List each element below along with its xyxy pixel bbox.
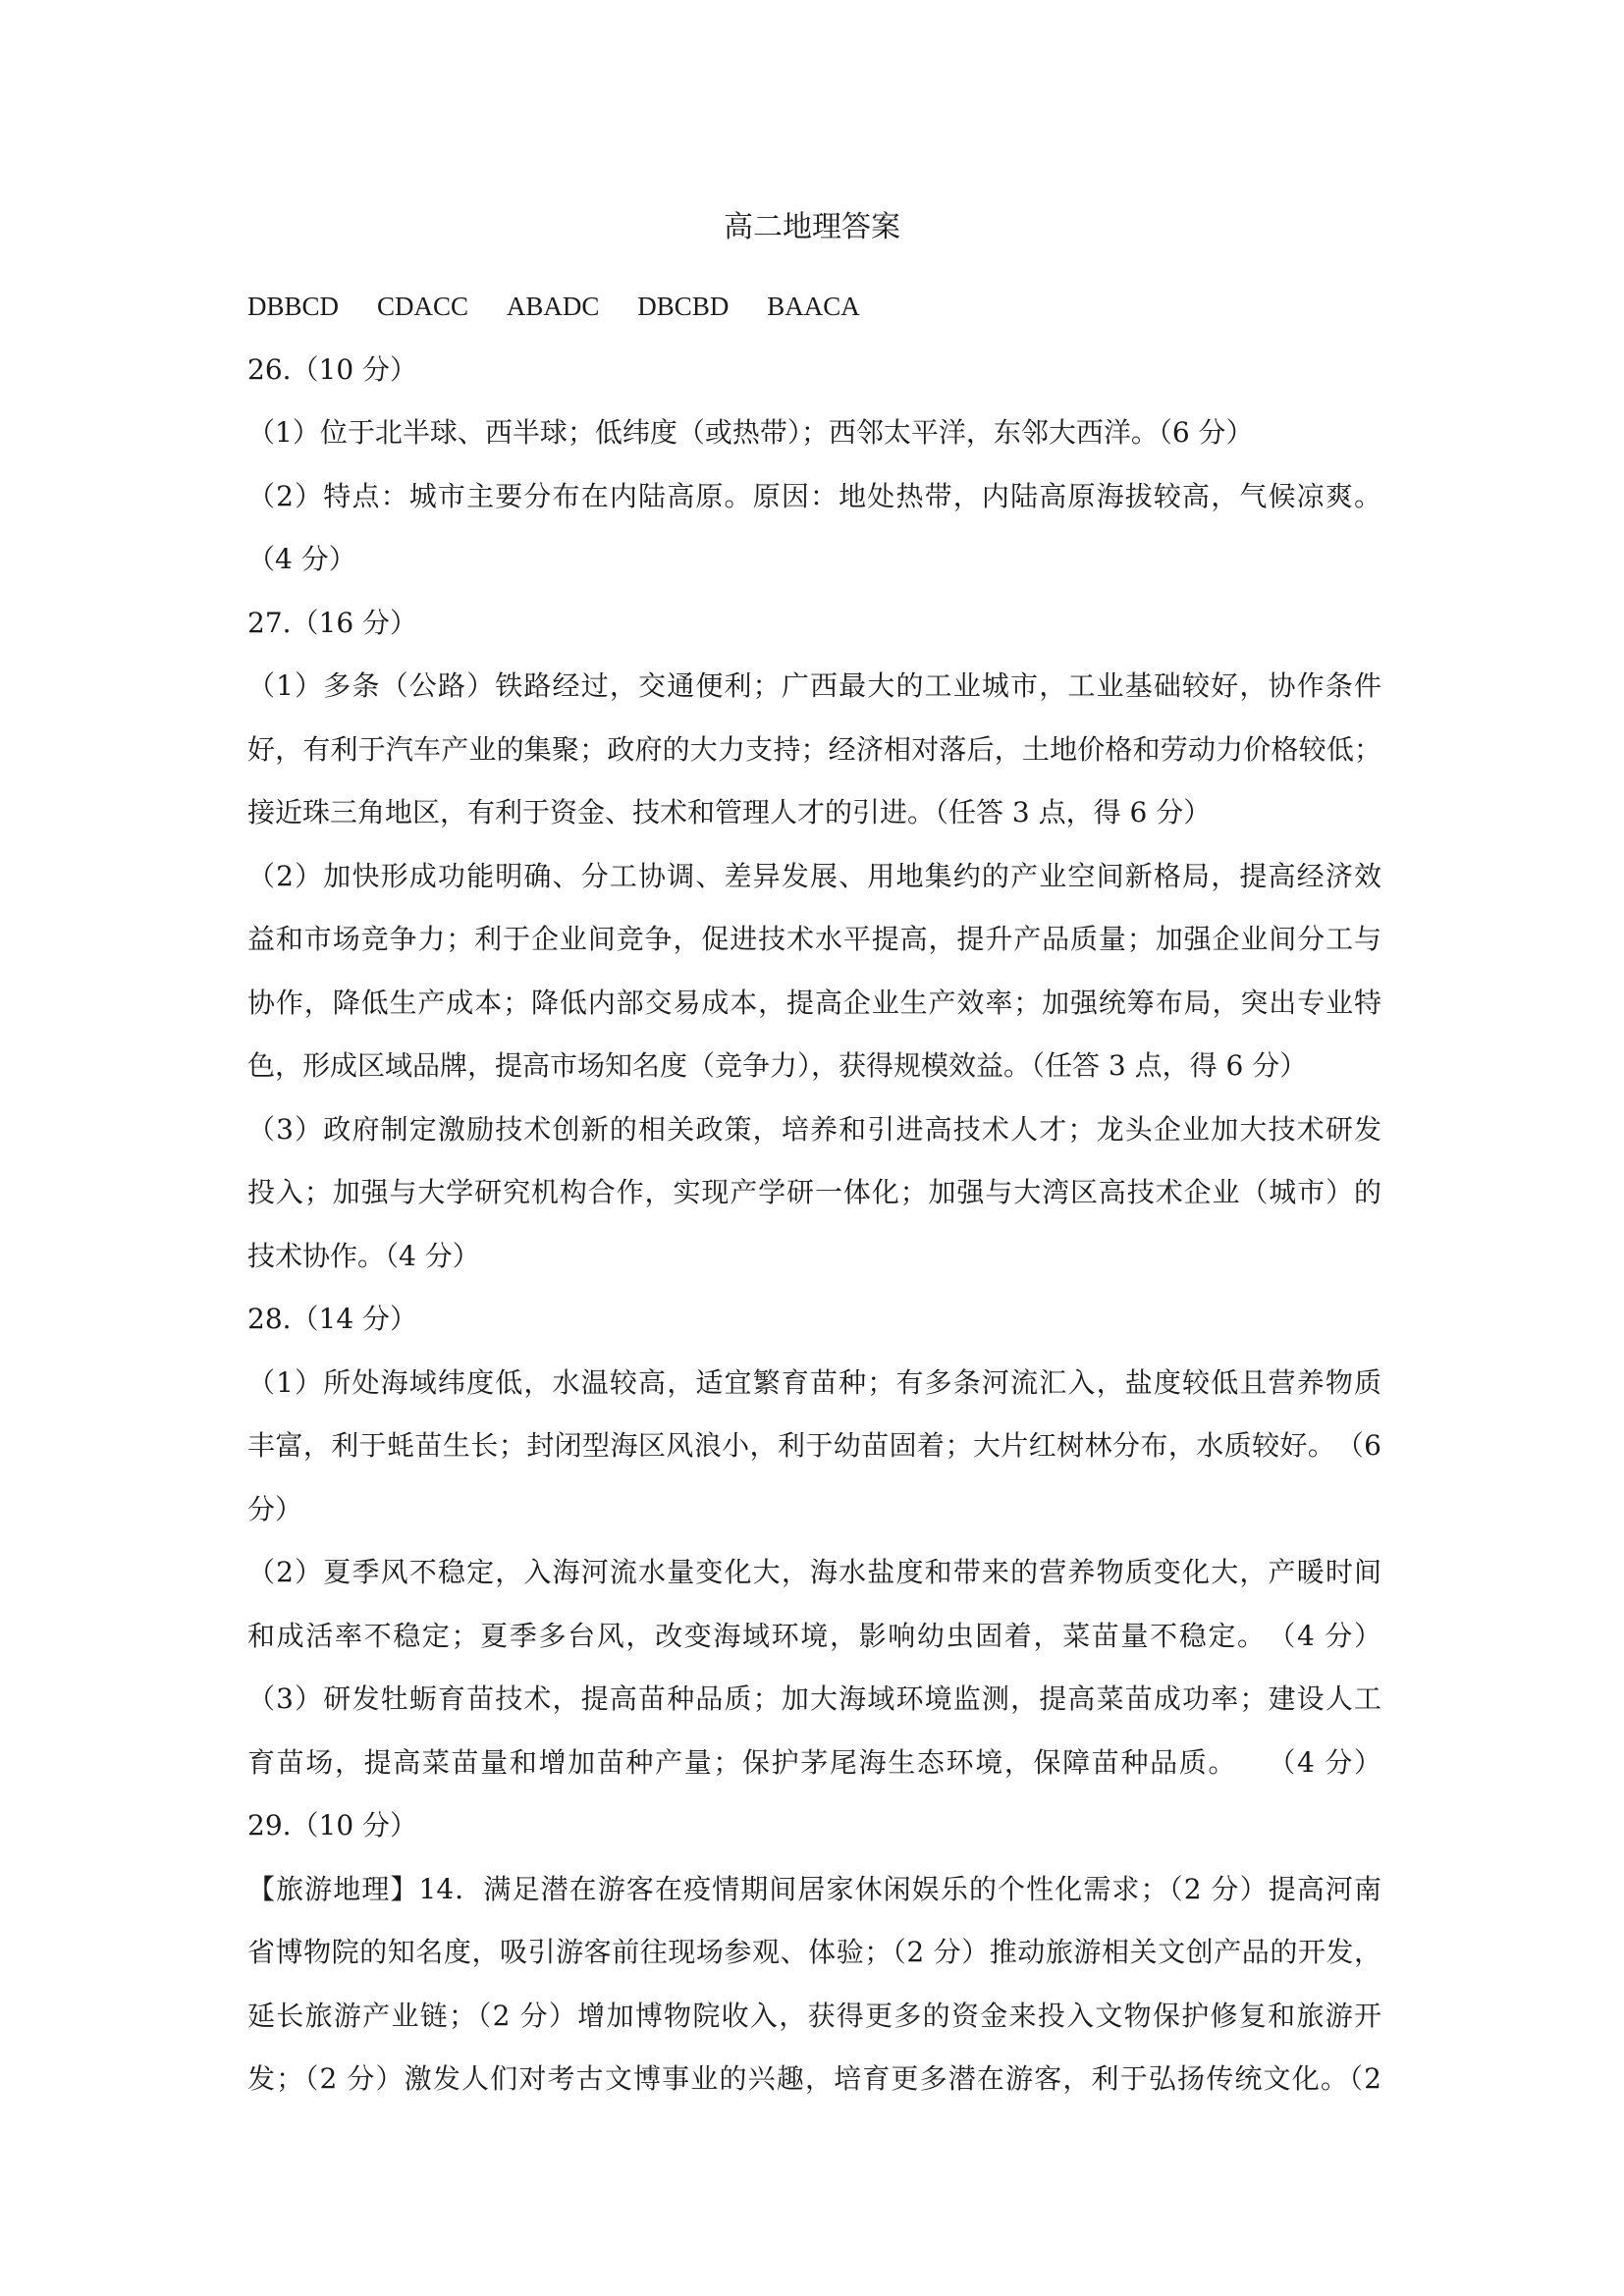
text-line: （2）特点：城市主要分布在内陆高原。原因：地处热带，内陆高原海拔较高，气候凉爽。 [247,479,1381,512]
text-line: 技术协作。（4 分） [247,1239,480,1272]
answer-group: DBBCD [247,292,340,321]
text-line: 延长旅游产业链；（2 分）增加博物院收入，获得更多的资金来投入文物保护修复和旅游开 [247,1999,1381,2032]
multiple-choice-answers [247,275,1381,339]
text-line: 丰富，利于蚝苗生长；封闭型海区风浪小，利于幼苗固着；大片红树林分布，水质较好。 （6 [247,1429,1381,1462]
answer-group: CDACC [376,292,468,321]
text-line: 投入；加强与大学研究机构合作，实现产学研一体化；加强与大湾区高技术企业（城市）的 [247,1176,1381,1208]
text-line: （1）多条（公路）铁路经过，交通便利；广西最大的工业城市，工业基础较好，协作条件 [247,669,1381,702]
text-line: 发；（2 分）激发人们对考古文博事业的兴趣，培育更多潜在游客，利于弘扬传统文化。（2 [247,2062,1381,2095]
question-27-heading: 27.（16 分） [247,606,418,639]
text-line: （1）所处海域纬度低，水温较高，适宜繁育苗种；有多条河流汇入，盐度较低且营养物质 [247,1365,1381,1399]
text-line: （2）加快形成功能明确、分工协调、差异发展、用地集约的产业空间新格局，提高经济效 [247,859,1381,892]
page-title: 高二地理答案 [724,210,900,244]
text-line: 益和市场竞争力；利于企业间竞争，促进技术水平提高，提升产品质量；加强企业间分工与 [247,923,1381,955]
text-line: 好，有利于汽车产业的集聚；政府的大力支持；经济相对落后，土地价格和劳动力价格较低； [247,732,1381,766]
answer-group: DBCBD [637,292,730,321]
question-28-heading: 28.（14 分） [247,1303,418,1335]
text-line: 和成活率不稳定；夏季多台风，改变海域环境，影响幼虫固着，菜苗量不稳定。 （4 分） [247,1619,1381,1652]
text-line: （4 分） [247,543,356,575]
text-line: （3）研发牡蛎育苗技术，提高苗种品质；加大海域环境监测，提高菜苗成功率；建设人工 [247,1682,1381,1715]
text-line: 分） [247,1492,303,1525]
text-line: 育苗场，提高菜苗量和增加苗种产量；保护茅尾海生态环境，保障苗种品质。 （4 分） [247,1745,1381,1779]
text-line: 色，形成区域品牌，提高市场知名度（竞争力），获得规模效益。（任答 3 点，得 6 分） [247,1049,1308,1082]
text-line: 协作，降低生产成本；降低内部交易成本，提高企业生产效率；加强统筹布局，突出专业特 [247,986,1381,1019]
text-line: 【旅游地理】14．满足潜在游客在疫情期间居家休闲娱乐的个性化需求；（2 分）提高河南 [247,1872,1381,1905]
answer-content [247,275,1381,2111]
question-26-heading: 26.（10 分） [247,352,418,386]
text-line: 接近珠三角地区，有利于资金、技术和管理人才的引进。（任答 3 点，得 6 分） [247,796,1212,828]
text-line: 省博物院的知名度，吸引游客前往现场参观、体验；（2 分）推动旅游相关文创产品的开发， [247,1936,1381,1968]
text-line: （1）位于北半球、西半球；低纬度（或热带）；西邻太平洋，东邻大西洋。（6 分） [247,416,1254,449]
answer-group: ABADC [506,292,600,321]
question-29-heading: 29.（10 分） [247,1809,418,1842]
text-line: （3）政府制定激励技术创新的相关政策，培养和引进高技术人才；龙头企业加大技术研发 [247,1112,1381,1146]
text-line: （2）夏季风不稳定，入海河流水量变化大，海水盐度和带来的营养物质变化大，产暖时间 [247,1556,1381,1588]
answer-group: BAACA [767,292,860,321]
